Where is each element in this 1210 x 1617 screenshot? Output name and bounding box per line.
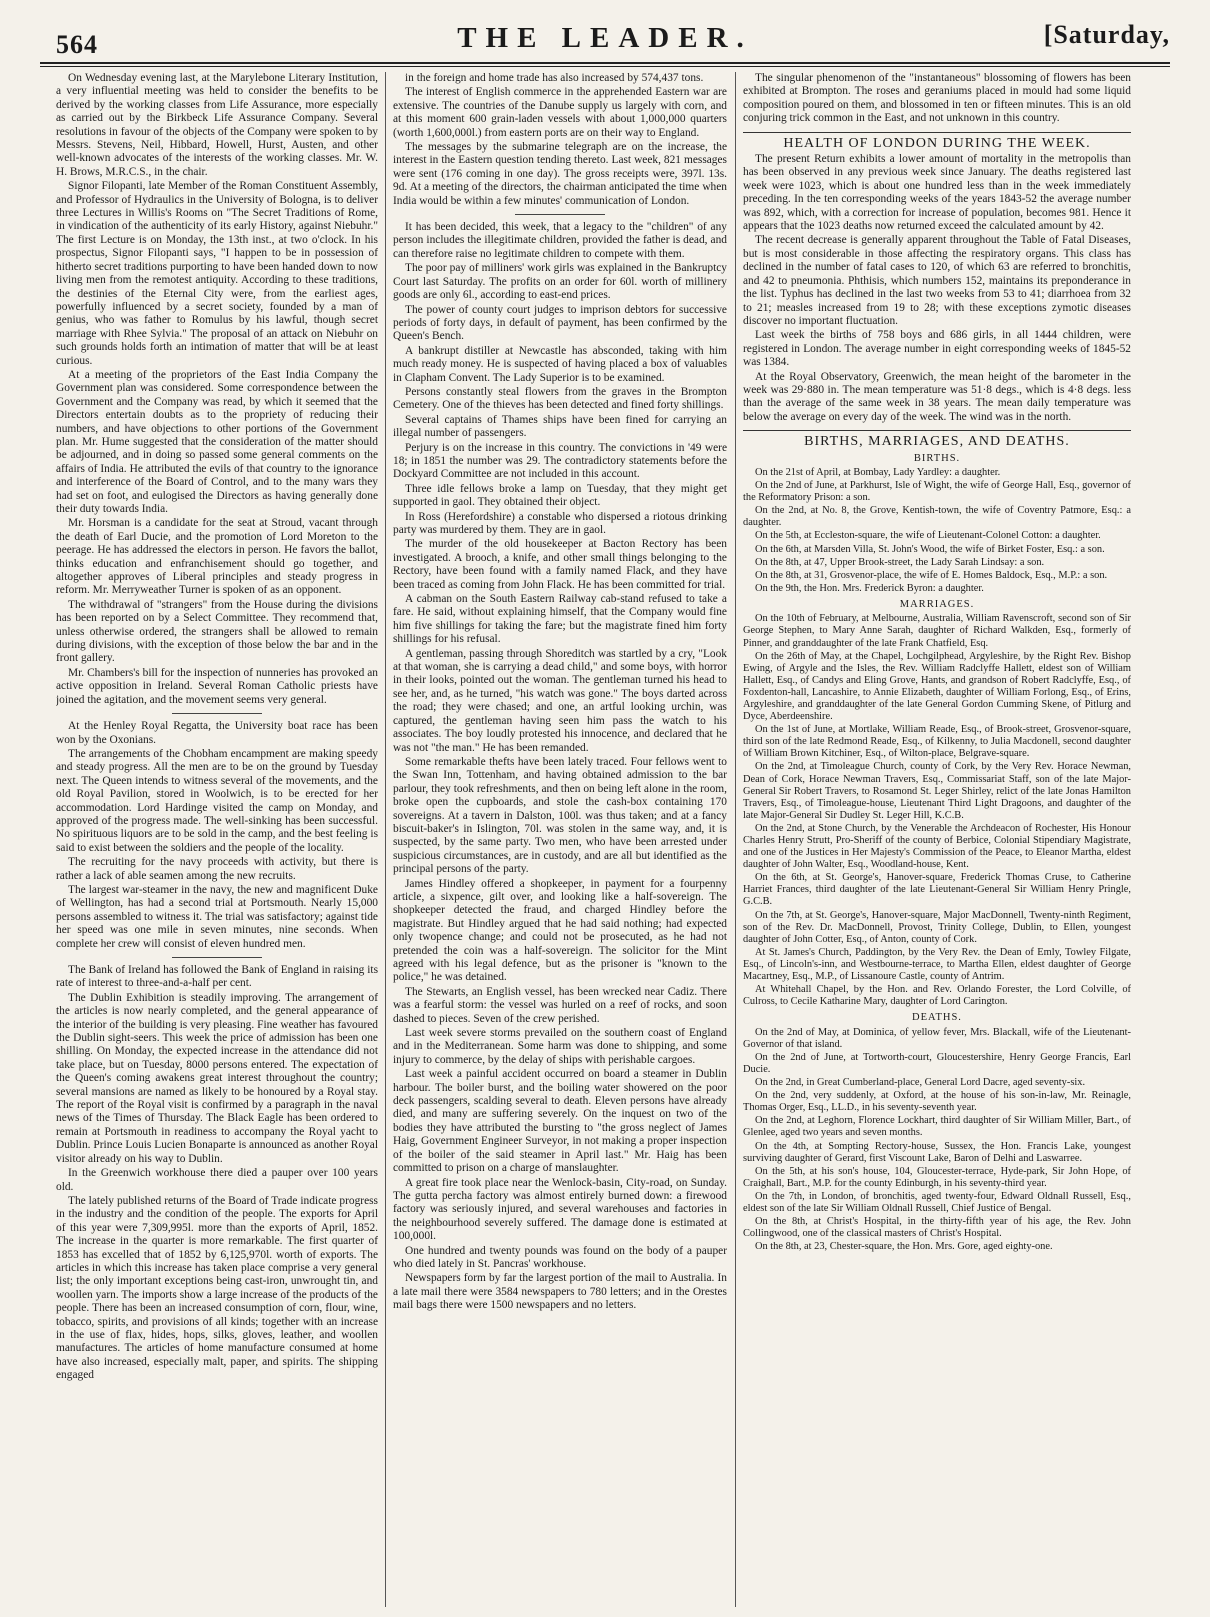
column-divider [735, 72, 736, 1607]
news-paragraph: On the 6th, at Marsden Villa, St. John's Wood, the wife of Birket Foster, Esq.: a son. [755, 543, 1105, 555]
news-paragraph: On Wednesday evening last, at the Marylebone Literary Institution, a very influential meeting was held to consider the benefits to be derived by the working classes from Life Assurance, more especially as carried out by the Birkbeck Life Assurance Company. Several resolutions in favour of the objects of the Company were spoken to by Messrs. Stevens, Neil, Hibbard, Howell, Hurst, Austen, and other well-known advocates of the interests of the working classes. Mr. W. H. Brows, M.R.C.S., in the chair. [56, 72, 378, 178]
header-rule [40, 62, 1170, 64]
news-paragraph: The recruiting for the navy proceeds with activity, but there is rather a lack of able seamen among the new recruits. [56, 856, 378, 882]
news-paragraph: On the 2nd of June, at Tortworth-court, Gloucestershire, Henry George Francis, Earl Ducie. [743, 1051, 1131, 1075]
news-paragraph: Persons constantly steal flowers from the graves in the Brompton Cemetery. One of the thieves has been detected and fined forty shillings. [393, 385, 727, 412]
news-paragraph: The murder of the old housekeeper at Bacton Rectory has been investigated. A brooch, a knife, and other small things belonging to the Rectory, have been found with a family named Flack, and they have been traced as coming from John Flack. He has been committed for trial. [393, 538, 727, 591]
news-paragraph: In the Greenwich workhouse there died a pauper over 100 years old. [56, 1167, 378, 1193]
news-paragraph: At Whitehall Chapel, by the Hon. and Rev. Orlando Forester, the Lord Colville, of Culross, to Cecile Katharine Mary, daughter of Lord Carington. [743, 984, 1131, 1008]
news-paragraph: At St. James's Church, Paddington, by the Very Rev. the Dean of Emly, Towley Filgate, Esq., of Lincoln's-inn, and Westbourne-terrace, to Martha Ellen, eldest daughter of George Macartney, Esq., M.P., of Lissanoure Castle, county of Antrim. [743, 946, 1131, 983]
news-paragraph: Several captains of Thames ships have been fined for carrying an illegal number of passengers. [393, 413, 727, 440]
news-paragraph: On the 7th, at St. George's, Hanover-square, Major MacDonnell, Twenty-ninth Regiment, son of the Rev. Dr. MacDonnell, Provost, Trinity College, Dublin, to Ellen, youngest daughter of John Cotter, Esq., of Anton, county of Cork. [743, 909, 1131, 945]
news-paragraph: The interest of English commerce in the apprehended Eastern war are extensive. The countries of the Danube supply us largely with corn, and at this moment 600 grain-laden vessels with about 1,000,000 quarters (worth 1,600,000l.) from eastern ports are on their way to England. [393, 86, 727, 139]
news-paragraph: On the 2nd, at No. 8, the Grove, Kentish-town, the wife of Coventry Patmore, Esq.: a daughter. [743, 505, 1131, 529]
masthead-title: THE LEADER. [457, 22, 753, 54]
page-number: 564 [56, 30, 98, 59]
news-paragraph: A gentleman, passing through Shoreditch was startled by a cry, "Look at that woman, she is carrying a dead child," and some boys, with horror in their looks, pointed out the woman. The gentleman turned his head to see her, and, as he turned, "his watch was gone." The boys darted across the road; they were chased; and one, an artful looking urchin, was captured, the gentleman having seen him pass the watch to his associates. The boy loudly protested his innocence, and declared that he was not "the man." He has been remanded. [393, 647, 727, 754]
news-paragraph: The arrangements of the Chobham encampment are making speedy and steady progress. All the men are to be on the ground by Tuesday next. The Queen intends to witness several of the movements, and the old Royal Pavilion, stored in Woolwich, is to be erected for her accommodation. Lord Hardinge visited the camp on Monday, and approved of the progress made. The well-sinking has been successful. No spirituous liquors are to be sold in the camp, and the best feeling is said to exist between the soldiers and the people of the locality. [56, 747, 378, 854]
column-1-news [56, 72, 378, 1607]
news-paragraph: It has been decided, this week, that a legacy to the "children" of any person includes the illegitimate children, provided the father is dead, and can therefore raise no legitimate children to compete with them. [393, 221, 727, 260]
health-section-body [743, 153, 1131, 424]
separator-rule [515, 214, 605, 215]
health-section-title: HEALTH OF LONDON DURING THE WEEK. [783, 135, 1091, 151]
deaths-heading: DEATHS. [912, 1012, 962, 1024]
section-rule [743, 430, 1131, 431]
news-paragraph: At the Henley Royal Regatta, the University boat race has been won by the Oxonians. [56, 720, 378, 746]
news-paragraph: The recent decrease is generally apparent throughout the Table of Fatal Diseases, but is most considerable in those affecting the respiratory organs. This class has declined in the number of fatal cases to 120, of which 63 are referred to bronchitis, and 42 to pneumonia. Phthisis, which numbers 152, maintains its preponderance in the list. Typhus has declined in the last two weeks from 53 to 41; diarrhoea from 32 to 21; measles increased from 19 to 28; with these exceptions zymotic diseases discover no important fluctuation. [743, 234, 1131, 327]
news-paragraph: On the 2nd, in Great Cumberland-place, General Lord Dacre, aged seventy-six. [755, 1077, 1086, 1089]
births-list [743, 467, 1131, 595]
separator-rule [172, 957, 262, 958]
news-paragraph: Three idle fellows broke a lamp on Tuesday, that they might get supported in gaol. They obtained their object. [393, 482, 727, 509]
news-paragraph: Signor Filopanti, late Member of the Roman Constituent Assembly, and Professor of Hydraulics in the University of Bologna, is to deliver three Lectures in Willis's Rooms on "The Secret Traditions of Rome, in vindication of the authenticity of its early History, against Niebuhr." The first Lecture is on Monday, the 13th inst., at two o'clock. In his prospectus, Signor Filopanti says, "I happen to be in possession of hitherto secret traditions purporting to have been handed down to now living men from the remotest antiquity. According to these traditions, the destinies of the Eternal City were, from the earliest ages, powerfully influenced by a secret society, founded by a man of genius, who was father to Romulus by his lawful, though secret marriage with Rhee Sylvia." The proposal of an attack on Niebuhr on such grounds holds forth an intimation of matter that will be at least curious. [56, 180, 378, 367]
bmd-section-title: BIRTHS, MARRIAGES, AND DEATHS. [804, 434, 1070, 450]
news-paragraph: The Stewarts, an English vessel, has been wrecked near Cadiz. There was a fearful storm: the vessel was hurled on a reef of rocks, and soon dashed to pieces. Seven of the crew perished. [393, 985, 727, 1025]
news-paragraph: On the 2nd of June, at Parkhurst, Isle of Wight, the wife of George Hall, Esq., governor of the Reformatory Prison: a son. [743, 480, 1131, 504]
marriages-heading: MARRIAGES. [899, 598, 975, 610]
news-paragraph: Mr. Chambers's bill for the inspection of nunneries has provoked an active opposition in Ireland. Several Roman Catholic priests have joined the agitation, and the movement seems very general. [56, 666, 378, 706]
news-paragraph: On the 26th of May, at the Chapel, Lochgilphead, Argyleshire, by the Right Rev. Bishop Ewing, of Argyle and the Isles, the Rev. William Radclyffe Hallett, eldest son of William Hallett, Esq., of Candys and Eling Grove, Hants, and grandson of Robert Radclyffe, Esq., of Foxdenton-hall, Lancashire, to Annie Elizabeth, daughter of William Forlong, Esq., of Erins, Argyleshire, and granddaughter of the late General Gordon Cumming Skene, of Pitlurg and Dyce, Aberdeenshire. [743, 650, 1131, 723]
news-paragraph: At a meeting of the proprietors of the East India Company the Government plan was considered. Some correspondence between the Government and the Company was read, by which it seemed that the Directors entertain doubts as to the propriety of reducing their numbers, and have objections to other portions of the Government plan. Mr. Hume suggested that the consideration of the matter should be adjourned, and in doing so passed some general comments on the affairs of India. He attributed the evils of that country to the ignorance and interference of the Board of Control, and to the many wars they had set on foot, and eulogised the Directors as having generally done their duty towards India. [56, 368, 378, 515]
news-paragraph: The lately published returns of the Board of Trade indicate progress in the industry and the condition of the people. The exports for April of this year were 7,309,995l. more than the exports of April, 1852. The increase in the quarter is more remarkable. The first quarter of 1853 has excelled that of 1852 by 6,125,970l. worth of exports. The articles in which this increase has taken place comprise a very general list; the only important exceptions being cast-iron, unwrought tin, and woollen yarn. The imports show a large increase of the products of the people. There has been an increased consumption of corn, flour, wine, tobacco, spirits, and provisions of all kinds; together with an increase in the use of flax, hides, hops, silks, gloves, leather, and woollen manufactures. The articles of home manufacture consumed at home have also increased, especially malt, paper, and spirits. The shipping engaged [56, 1194, 378, 1382]
news-paragraph: One hundred and twenty pounds was found on the body of a pauper who died lately in St. Pancras' workhouse. [393, 1244, 727, 1270]
news-paragraph: On the 8th, at 31, Grosvenor-place, the wife of E. Homes Baldock, Esq., M.P.: a son. [755, 569, 1108, 581]
news-paragraph: On the 2nd, at Leghorn, Florence Lockhart, third daughter of Sir William Miller, Bart., of Glenlee, aged two years and seven months. [743, 1115, 1131, 1139]
news-paragraph: Newspapers form by far the largest portion of the mail to Australia. In a late mail there were 3584 newspapers to 780 letters; and in the Orestes mail bags there were 1500 newspapers and no letters. [393, 1272, 727, 1312]
news-paragraph: On the 5th, at his son's house, 104, Gloucester-terrace, Hyde-park, Sir John Hope, of Craighall, Bart., M.P. for the county Edinburgh, in his seventy-third year. [743, 1165, 1131, 1189]
news-paragraph: On the 2nd, at Stone Church, by the Venerable the Archdeacon of Rochester, His Honour Charles Henry Strutt, Pro-Sheriff of the county of Berbice, Colonial Stipendiary Magistrate, and one of the Justices in Her Majesty's Commission of the Peace, to Eleanor Martha, eldest daughter of John Walter, Esq., Woodland-house, Kent. [743, 822, 1131, 871]
header-rule-thin [40, 66, 1170, 67]
news-paragraph: The present Return exhibits a lower amount of mortality in the metropolis than has been observed in any previous week since January. The deaths registered last week were 1023, which is about one hundred less than in the week immediately preceding. In the ten corresponding weeks of the years 1843-52 the average number was 892, which, with a correction for increase of population, becomes 981. Hence it appears that the 1023 deaths now returned exceed the calculated amount by 42. [743, 153, 1131, 233]
news-paragraph: The largest war-steamer in the navy, the new and magnificent Duke of Wellington, has had a second trial at Portsmouth. Nearly 15,000 persons assembled to witness it. The trial was satisfactory; against tide her speed was one mile in seven minutes, nine seconds. When complete her crew will consist of eleven hundred men. [56, 883, 378, 950]
news-paragraph: On the 4th, at Sompting Rectory-house, Sussex, the Hon. Francis Lake, youngest surviving daughter of Gerard, first Viscount Lake, Baron of Delhi and Laswarree. [743, 1140, 1131, 1164]
issue-day: [Saturday, [1043, 20, 1170, 49]
news-paragraph: On the 7th, in London, of bronchitis, aged twenty-four, Edward Oldnall Russell, Esq., eldest son of the late Sir William Oldnall Russell, Chief Justice of Bengal. [743, 1190, 1131, 1215]
news-paragraph: The Dublin Exhibition is steadily improving. The arrangement of the articles is now nearly completed, and the general appearance of the interior of the building is very pleasing. Fine weather has favoured the Dublin sight-seers. This week the price of admission has been one shilling. On Monday, the expected increase in the attendance did not take place, but on Tuesday, 8000 persons entered. The expectation of the Queen's coming awakens great interest throughout the country; several mansions are named as likely to be honoured by a Royal stay. The report of the Royal visit is confirmed by a paragraph in the naval news of the Times of Thursday. The Black Eagle has been ordered to remain at Portsmouth in readiness to accompany the Royal yacht to Dublin. Prince Louis Lucien Bonaparte is announced as another Royal visitor already on his way to Dublin. [56, 991, 378, 1165]
separator-rule [172, 713, 262, 714]
news-paragraph: The singular phenomenon of the "instantaneous" blossoming of flowers has been exhibited at Brompton. The roses and geraniums placed in mould had some liquid composition poured on them, and blossomed in ten or fifteen minutes. This is an old conjuring trick common in the East, and not unknown in this country. [743, 72, 1131, 125]
column-divider [385, 72, 386, 1607]
page-header [40, 14, 1170, 60]
news-paragraph: A cabman on the South Eastern Railway cab-stand refused to take a fare. He said, without explaining himself, that the Company would fine him five shillings for taking the fare; but the magistrate fined him forty shillings for his refusal. [393, 593, 727, 646]
news-paragraph: James Hindley offered a shopkeeper, in payment for a fourpenny article, a sixpence, gilt over, and looking like a half-sovereign. The shopkeeper detected the fraud, and charged Hindley before the magistrate. But Hindley argued that he had said nothing; had expected only twopence change; and could not be prosecuted, as he had not pretended the coin was a half-sovereign. The solicitor for the Mint agreed with his legal defence, but as the prisoner is "known to the police," he was detained. [393, 877, 727, 984]
column-2-news [393, 72, 727, 1607]
news-paragraph: Some remarkable thefts have been lately traced. Four fellows went to the Swan Inn, Tottenham, and having obtained admission to the bar parlour, they took refreshments, and then on being left alone in the room, broke open the cupboards, and stole the cash-box containing 170 sovereigns. At a tavern in Dalston, 100l. was thus taken; and at a fancy biscuit-baker's in Islington, 70l. was stolen in the same way, and, it is suspected, by the same party. Two men, who have been arrested under suspicious circumstances, are in custody, and are all but identified as the principal persons of the party. [393, 755, 727, 876]
news-paragraph: Last week the births of 758 boys and 686 girls, in all 1444 children, were registered in London. The average number in eight corresponding weeks of 1845-52 was 1384. [743, 329, 1131, 369]
news-paragraph: On the 10th of February, at Melbourne, Australia, William Ravenscroft, second son of Sir George Stephen, to Mary Anne Sarah, daughter of Richard Walkden, Esq., formerly of Pinner, and granddaughter of the late Frank Chatfield, Esq. [743, 613, 1131, 649]
news-paragraph: in the foreign and home trade has also increased by 574,437 tons. [405, 72, 704, 84]
news-paragraph: On the 6th, at St. George's, Hanover-square, Frederick Thomas Cruse, to Catherine Harriet Frances, third daughter of the late Lieutenant-General Sir William Henry Pringle, G.C.B. [743, 872, 1131, 908]
news-paragraph: In Ross (Herefordshire) a constable who dispersed a riotous drinking party was murdered by them. They are in gaol. [393, 510, 727, 536]
news-paragraph: Perjury is on the increase in this country. The convictions in '49 were 18; in 1851 the number was 29. The contradictory statements before the Dockyard Committee are not included in this account. [393, 441, 727, 481]
news-paragraph: On the 5th, at Eccleston-square, the wife of Lieutenant-Colonel Cotton: a daughter. [755, 530, 1101, 542]
news-paragraph: The Bank of Ireland has followed the Bank of England in raising its rate of interest to three-and-a-half per cent. [56, 964, 378, 990]
news-paragraph: On the 8th, at Christ's Hospital, in the thirty-fifth year of his age, the Rev. John Collingwood, one of the classical masters of Christ's Hospital. [743, 1216, 1131, 1240]
births-heading: BIRTHS. [913, 452, 961, 464]
news-paragraph: On the 2nd, very suddenly, at Oxford, at the house of his son-in-law, Mr. Reinagle, Thomas Orger, Esq., LL.D., in his seventy-seventh year. [743, 1090, 1131, 1114]
news-paragraph: The withdrawal of "strangers" from the House during the divisions has been reported on by a Select Committee. They recommend that, unless otherwise ordered, the strangers shall be allowed to remain during divisions, with the exception of those below the bar and in the front gallery. [56, 598, 378, 665]
flowers-paragraph [743, 72, 1131, 126]
news-paragraph: On the 8th, at 47, Upper Brook-street, the Lady Sarah Lindsay: a son. [755, 556, 1045, 568]
deaths-list [743, 1027, 1131, 1254]
news-paragraph: The power of county court judges to imprison debtors for successive periods of forty days, in default of payment, has been confirmed by the Queen's Bench. [393, 303, 727, 343]
news-paragraph: Last week a painful accident occurred on board a steamer in Dublin harbour. The boiler burst, and the boiling water showered on the poor deck passengers, scalding several to death. Eleven persons have already died, and many are suffering severely. On the inquest on two of the bodies they have attributed the bursting to "the gross neglect of James Haig, Government Engineer Surveyor, in not making a proper inspection of the boiler of the said steamer in April last." Mr. Haig has been committed to prison on a charge of manslaughter. [393, 1068, 727, 1175]
news-paragraph: On the 21st of April, at Bombay, Lady Yardley: a daughter. [755, 466, 1001, 478]
news-paragraph: Mr. Horsman is a candidate for the seat at Stroud, vacant through the death of Earl Ducie, and the promotion of Lord Moreton to the peerage. He has addressed the electors in person. He favors the ballot, thinks education and enfranchisement should go together, and altogether approves of Liberal principles and steady progress in reform. Mr. Merryweather Turner is spoken of as an opponent. [56, 517, 378, 597]
news-paragraph: A great fire took place near the Wenlock-basin, City-road, on Sunday. The gutta percha factory was almost entirely burned down: a firewood factory was seriously injured, and several warehouses and factories in the neighbourhood severely suffered. The damage done is estimated at 100,000l. [393, 1176, 727, 1243]
news-paragraph: A bankrupt distiller at Newcastle has absconded, taking with him much ready money. He is suspected of having placed a box of valuables in Clapham Convent. The Lady Superior is to be examined. [393, 344, 727, 384]
column-3 [743, 72, 1131, 1607]
news-paragraph: The messages by the submarine telegraph are on the increase, the interest in the Eastern question tending thereto. Last week, 821 messages were sent (176 coming in one day). The gross receipts were, 397l. 13s. 9d. At a meeting of the directors, the chairman anticipated the time when India would be within a few minutes' communication of London. [393, 141, 727, 207]
news-paragraph: On the 8th, at 23, Chester-square, the Hon. Mrs. Gore, aged eighty-one. [755, 1241, 1053, 1253]
news-paragraph: On the 1st of June, at Mortlake, William Reade, Esq., of Brook-street, Grosvenor-square, third son of the late Redmond Reade, Esq., of Kilkenny, to Julia Macdonell, second daughter of William Brown Kitchiner, Esq., of Wilton-place, Belgrave-square. [743, 724, 1131, 760]
news-paragraph: The poor pay of milliners' work girls was explained in the Bankruptcy Court last Saturday. The profits on an order for 60l. worth of millinery goods are only 6l., according to east-end prices. [393, 262, 727, 302]
news-paragraph: On the 2nd of May, at Dominica, of yellow fever, Mrs. Blackall, wife of the Lieutenant-Governor of that island. [743, 1026, 1131, 1050]
news-paragraph: Last week severe storms prevailed on the southern coast of England and in the Mediterranean. Some harm was done to shipping, and some injury to commerce, by the delay of ships with perishable cargoes. [393, 1027, 727, 1066]
news-paragraph: On the 2nd, at Timoleague Church, county of Cork, by the Very Rev. Horace Newman, Dean of Cork, Horace Newman Travers, Esq., Commissariat Staff, son of the late Major-General Sir Robert Travers, to Rosamond St. Leger Shirley, relict of the late Jonas Hamilton Travers, Esq., of Timoleague-house, Lieutenant Third Light Dragoons, and daughter of the late Major-General Sir Dudley St. Leger Hill, K.C.B. [743, 761, 1131, 821]
marriages-list [743, 613, 1131, 1008]
news-paragraph: On the 9th, the Hon. Mrs. Frederick Byron: a daughter. [755, 582, 984, 594]
news-paragraph: At the Royal Observatory, Greenwich, the mean height of the barometer in the week was 29·880 in. The mean temperature was 51·8 degs., which is 4·8 degs. less than the average of the same week in 38 years. The mean daily temperature was below the average on every day of the week. The wind was in the north. [743, 370, 1131, 423]
section-rule [743, 132, 1131, 133]
